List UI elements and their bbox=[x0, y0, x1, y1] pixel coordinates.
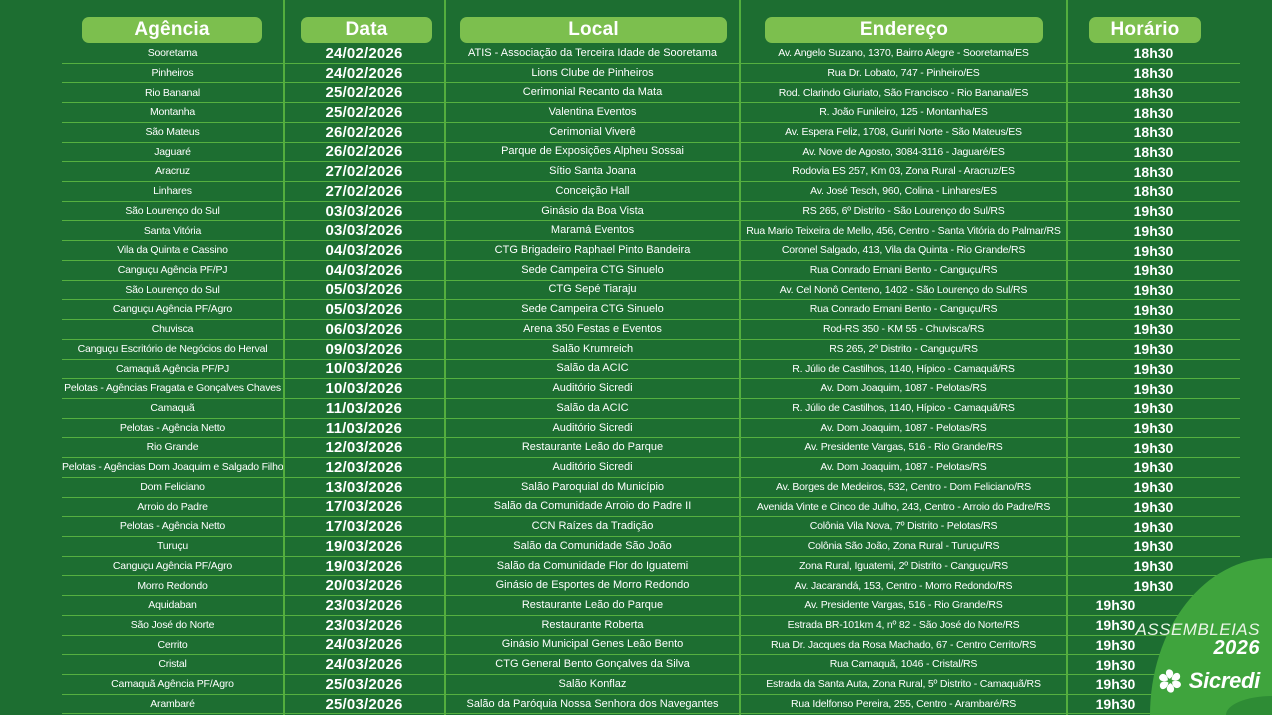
assembleias-year: 2026 bbox=[1213, 637, 1260, 659]
venue-cell: Sede Campeira CTG Sinuelo bbox=[521, 303, 664, 316]
address-cell: Av. Nove de Agosto, 3084-3116 - Jaguaré/ES bbox=[802, 145, 1005, 158]
agency-cell: Canguçu Agência PF/PJ bbox=[117, 264, 228, 277]
date-cell: 11/03/2026 bbox=[325, 399, 403, 417]
date-cell: 27/02/2026 bbox=[325, 163, 403, 181]
venue-cell: Lions Clube de Pinheiros bbox=[531, 66, 654, 79]
agency-cell: Camaquã Agência PF/PJ bbox=[115, 362, 230, 375]
table-row bbox=[62, 300, 1240, 320]
agency-cell: Camaquã Agência PF/Agro bbox=[111, 678, 234, 691]
agency-cell: Rio Grande bbox=[146, 441, 199, 454]
address-cell: Av. Cel Nonô Centeno, 1402 - São Lourenço do Sul/RS bbox=[779, 283, 1028, 296]
table-row bbox=[62, 438, 1240, 458]
venue-cell: Salão da Comunidade Flor do Iguatemi bbox=[496, 559, 689, 572]
time-cell: 18h30 bbox=[1133, 143, 1174, 160]
time-cell: 18h30 bbox=[1133, 65, 1174, 82]
table-row bbox=[62, 675, 1240, 695]
agency-cell: Canguçu Agência PF/Agro bbox=[112, 303, 233, 316]
date-cell: 12/03/2026 bbox=[325, 458, 403, 476]
table-row bbox=[62, 478, 1240, 498]
time-cell: 18h30 bbox=[1133, 183, 1174, 200]
time-cell: 18h30 bbox=[1133, 84, 1174, 101]
time-cell: 19h30 bbox=[1133, 380, 1174, 397]
date-cell: 03/03/2026 bbox=[325, 202, 403, 220]
agency-cell: Cristal bbox=[158, 658, 187, 671]
address-cell: Rua Dr. Lobato, 747 - Pinheiro/ES bbox=[827, 66, 980, 79]
address-cell: Rodovia ES 257, Km 03, Zona Rural - Aracruz/ES bbox=[792, 165, 1015, 178]
address-cell: Rua Conrado Ernani Bento - Canguçu/RS bbox=[809, 264, 998, 277]
agency-cell: Linhares bbox=[153, 185, 192, 198]
table-row bbox=[62, 458, 1240, 478]
table-row bbox=[62, 537, 1240, 557]
venue-cell: CCN Raízes da Tradição bbox=[531, 520, 654, 533]
table-row bbox=[62, 498, 1240, 518]
time-cell: 19h30 bbox=[1133, 222, 1174, 239]
time-cell: 19h30 bbox=[1133, 360, 1174, 377]
time-cell: 19h30 bbox=[1133, 400, 1174, 417]
column-header-agencia: Agência bbox=[82, 17, 262, 43]
venue-cell: Ginásio Municipal Genes Leão Bento bbox=[501, 638, 684, 651]
date-cell: 17/03/2026 bbox=[325, 518, 403, 536]
venue-cell: Sede Campeira CTG Sinuelo bbox=[521, 263, 664, 276]
date-cell: 26/02/2026 bbox=[325, 143, 403, 161]
table-row bbox=[62, 340, 1240, 360]
schedule-table bbox=[62, 44, 1240, 714]
venue-cell: Restaurante Leão do Parque bbox=[521, 598, 664, 611]
table-row bbox=[62, 281, 1240, 301]
venue-cell: Auditório Sicredi bbox=[552, 460, 633, 473]
date-cell: 26/02/2026 bbox=[325, 123, 403, 141]
time-cell: 18h30 bbox=[1133, 104, 1174, 121]
venue-cell: CTG Brigadeiro Raphael Pinto Bandeira bbox=[494, 244, 691, 257]
date-cell: 12/03/2026 bbox=[325, 439, 403, 457]
table-row bbox=[62, 695, 1240, 715]
time-cell: 19h30 bbox=[1095, 656, 1136, 673]
agency-cell: Dom Feliciano bbox=[140, 480, 205, 493]
agency-cell: Aracruz bbox=[155, 165, 190, 178]
venue-cell: Salão Krumreich bbox=[551, 342, 634, 355]
table-row bbox=[62, 320, 1240, 340]
agency-cell: Canguçu Escritório de Negócios do Herval bbox=[77, 342, 268, 355]
venue-cell: Arena 350 Festas e Eventos bbox=[523, 322, 662, 335]
address-cell: Av. Borges de Medeiros, 532, Centro - Dom Feliciano/RS bbox=[776, 480, 1031, 493]
agency-cell: Aquidaban bbox=[148, 599, 197, 612]
time-cell: 19h30 bbox=[1133, 459, 1174, 476]
address-cell: Coronel Salgado, 413, Vila da Quinta - Rio Grande/RS bbox=[781, 244, 1026, 257]
address-cell: Av. Espera Feliz, 1708, Guriri Norte - São Mateus/ES bbox=[785, 125, 1022, 138]
agency-cell: Pelotas - Agência Netto bbox=[119, 421, 226, 434]
table-row bbox=[62, 83, 1240, 103]
time-cell: 19h30 bbox=[1133, 301, 1174, 318]
address-cell: R. Júlio de Castilhos, 1140, Hípico - Camaquã/RS bbox=[792, 362, 1015, 375]
venue-cell: Salão da Comunidade Arroio do Padre II bbox=[493, 500, 692, 513]
table-row bbox=[62, 379, 1240, 399]
date-cell: 24/02/2026 bbox=[325, 64, 403, 82]
venue-cell: Salão da ACIC bbox=[556, 401, 629, 414]
agency-cell: Vila da Quinta e Cassino bbox=[117, 244, 228, 257]
column-header-data: Data bbox=[301, 17, 432, 43]
date-cell: 25/03/2026 bbox=[325, 695, 403, 713]
table-row bbox=[62, 44, 1240, 64]
address-cell: Av. Presidente Vargas, 516 - Rio Grande/RS bbox=[804, 599, 1003, 612]
address-cell: Av. Dom Joaquim, 1087 - Pelotas/RS bbox=[820, 421, 987, 434]
column-header-endereco: Endereço bbox=[765, 17, 1043, 43]
date-cell: 19/03/2026 bbox=[325, 557, 403, 575]
venue-cell: Restaurante Roberta bbox=[541, 618, 644, 631]
time-cell: 19h30 bbox=[1095, 636, 1136, 653]
table-row bbox=[62, 123, 1240, 143]
address-cell: Av. Jacarandá, 153, Centro - Morro Redondo/RS bbox=[794, 579, 1013, 592]
time-cell: 19h30 bbox=[1133, 518, 1174, 535]
agency-cell: Pinheiros bbox=[151, 66, 194, 79]
time-cell: 19h30 bbox=[1095, 617, 1136, 634]
venue-cell: Auditório Sicredi bbox=[552, 421, 633, 434]
date-cell: 09/03/2026 bbox=[325, 340, 403, 358]
address-cell: Av. Angelo Suzano, 1370, Bairro Alegre - Sooretama/ES bbox=[778, 47, 1029, 60]
column-divider bbox=[444, 0, 446, 715]
table-row bbox=[62, 202, 1240, 222]
time-cell: 19h30 bbox=[1133, 281, 1174, 298]
agency-cell: Chuvisca bbox=[151, 323, 194, 336]
time-cell: 19h30 bbox=[1133, 242, 1174, 259]
address-cell: Colônia São João, Zona Rural - Turuçu/RS bbox=[807, 540, 1000, 553]
address-cell: RS 265, 2º Distrito - Canguçu/RS bbox=[829, 342, 978, 355]
agency-cell: Pelotas - Agências Dom Joaquim e Salgado Filho bbox=[62, 461, 284, 474]
assembleias-label: ASSEMBLEIAS bbox=[1135, 620, 1260, 639]
table-row bbox=[62, 517, 1240, 537]
table-row bbox=[62, 616, 1240, 636]
table-row bbox=[62, 64, 1240, 84]
address-cell: Av. Dom Joaquim, 1087 - Pelotas/RS bbox=[820, 461, 987, 474]
column-divider bbox=[1066, 0, 1068, 715]
venue-cell: CTG General Bento Gonçalves da Silva bbox=[495, 658, 690, 671]
table-row bbox=[62, 596, 1240, 616]
table-row bbox=[62, 636, 1240, 656]
agency-cell: São Mateus bbox=[145, 125, 200, 138]
address-cell: Rua Idelfonso Pereira, 255, Centro - Arambaré/RS bbox=[790, 697, 1017, 710]
venue-cell: Cerimonial Viverê bbox=[549, 125, 636, 138]
agency-cell: São Lourenço do Sul bbox=[125, 283, 220, 296]
address-cell: Rod. Clarindo Giuriato, São Francisco - Rio Bananal/ES bbox=[778, 86, 1029, 99]
date-cell: 24/03/2026 bbox=[325, 656, 403, 674]
venue-cell: ATIS - Associação da Terceira Idade de Sooretama bbox=[467, 46, 718, 59]
date-cell: 11/03/2026 bbox=[325, 419, 403, 437]
time-cell: 19h30 bbox=[1133, 479, 1174, 496]
venue-cell: Ginásio da Boa Vista bbox=[541, 204, 644, 217]
venue-cell: Conceição Hall bbox=[555, 184, 630, 197]
agency-cell: Turuçu bbox=[156, 540, 189, 553]
time-cell: 19h30 bbox=[1133, 321, 1174, 338]
time-cell: 19h30 bbox=[1133, 420, 1174, 437]
time-cell: 19h30 bbox=[1133, 577, 1174, 594]
agency-cell: Morro Redondo bbox=[137, 579, 208, 592]
date-cell: 06/03/2026 bbox=[325, 320, 403, 338]
time-cell: 19h30 bbox=[1133, 262, 1174, 279]
venue-cell: Cerimonial Recanto da Mata bbox=[522, 86, 663, 99]
table-row bbox=[62, 261, 1240, 281]
table-row bbox=[62, 182, 1240, 202]
address-cell: Rua Camaquã, 1046 - Cristal/RS bbox=[829, 658, 978, 671]
table-row bbox=[62, 399, 1240, 419]
address-cell: Rua Conrado Ernani Bento - Canguçu/RS bbox=[809, 303, 998, 316]
address-cell: Rod-RS 350 - KM 55 - Chuvisca/RS bbox=[822, 323, 985, 336]
column-header-local: Local bbox=[460, 17, 727, 43]
agency-cell: Sooretama bbox=[147, 47, 198, 60]
date-cell: 03/03/2026 bbox=[325, 222, 403, 240]
address-cell: R. Júlio de Castilhos, 1140, Hípico - Camaquã/RS bbox=[792, 402, 1015, 415]
date-cell: 20/03/2026 bbox=[325, 577, 403, 595]
date-cell: 17/03/2026 bbox=[325, 498, 403, 516]
venue-cell: Salão da Paróquia Nossa Senhora dos Navegantes bbox=[466, 697, 719, 710]
sicredi-brand bbox=[1157, 668, 1260, 694]
address-cell: Zona Rural, Iguatemi, 2º Distrito - Canguçu/RS bbox=[799, 559, 1008, 572]
agency-cell: Montanha bbox=[149, 106, 196, 119]
date-cell: 24/02/2026 bbox=[325, 44, 403, 62]
sicredi-wordmark: Sicredi bbox=[1188, 668, 1260, 693]
time-cell: 18h30 bbox=[1133, 124, 1174, 141]
address-cell: Av. Presidente Vargas, 516 - Rio Grande/RS bbox=[804, 441, 1003, 454]
date-cell: 25/03/2026 bbox=[325, 675, 403, 693]
agency-cell: São Lourenço do Sul bbox=[125, 204, 220, 217]
venue-cell: Parque de Exposições Alpheu Sossai bbox=[501, 145, 684, 158]
address-cell: RS 265, 6º Distrito - São Lourenço do Sul/RS bbox=[802, 204, 1005, 217]
address-cell: Colônia Vila Nova, 7º Distrito - Pelotas/RS bbox=[809, 520, 998, 533]
agency-cell: Cerrito bbox=[157, 638, 188, 651]
table-row bbox=[62, 241, 1240, 261]
agency-cell: Arroio do Padre bbox=[137, 500, 208, 513]
time-cell: 19h30 bbox=[1095, 696, 1136, 713]
venue-cell: Salão da Comunidade São João bbox=[513, 539, 672, 552]
venue-cell: Salão da ACIC bbox=[556, 362, 629, 375]
time-cell: 19h30 bbox=[1133, 203, 1174, 220]
address-cell: Avenida Vinte e Cinco de Julho, 243, Centro - Arroio do Padre/RS bbox=[756, 500, 1051, 513]
venue-cell: Ginásio de Esportes de Morro Redondo bbox=[495, 579, 690, 592]
venue-cell: CTG Sepé Tiaraju bbox=[548, 283, 637, 296]
date-cell: 10/03/2026 bbox=[325, 380, 403, 398]
address-cell: R. João Funileiro, 125 - Montanha/ES bbox=[819, 106, 988, 119]
time-cell: 18h30 bbox=[1133, 163, 1174, 180]
table-row bbox=[62, 221, 1240, 241]
time-cell: 19h30 bbox=[1133, 558, 1174, 575]
agency-cell: Jaguaré bbox=[154, 145, 191, 158]
agency-cell: Pelotas - Agências Fragata e Gonçalves Chaves bbox=[64, 382, 281, 395]
venue-cell: Restaurante Leão do Parque bbox=[521, 441, 664, 454]
agency-cell: Santa Vitória bbox=[143, 224, 202, 237]
address-cell: Estrada da Santa Auta, Zona Rural, 5º Distrito - Camaquã/RS bbox=[766, 678, 1041, 691]
date-cell: 05/03/2026 bbox=[325, 301, 403, 319]
table-row bbox=[62, 360, 1240, 380]
agency-cell: Rio Bananal bbox=[144, 86, 200, 99]
sicredi-pinwheel-icon bbox=[1157, 668, 1183, 694]
address-cell: Estrada BR-101km 4, nº 82 - São José do Norte/RS bbox=[787, 618, 1020, 631]
address-cell: Rua Mario Teixeira de Mello, 456, Centro - Santa Vitória do Palmar/RS bbox=[746, 224, 1061, 237]
column-divider bbox=[283, 0, 285, 715]
time-cell: 19h30 bbox=[1133, 439, 1174, 456]
venue-cell: Sítio Santa Joana bbox=[549, 165, 636, 178]
column-header-horario: Horário bbox=[1089, 17, 1201, 43]
time-cell: 19h30 bbox=[1133, 341, 1174, 358]
time-cell: 19h30 bbox=[1095, 676, 1136, 693]
date-cell: 05/03/2026 bbox=[325, 281, 403, 299]
address-cell: Rua Dr. Jacques da Rosa Machado, 67 - Centro Cerrito/RS bbox=[770, 638, 1037, 651]
date-cell: 10/03/2026 bbox=[325, 360, 403, 378]
address-cell: Av. José Tesch, 960, Colina - Linhares/ES bbox=[810, 185, 997, 198]
address-cell: Av. Dom Joaquim, 1087 - Pelotas/RS bbox=[820, 382, 987, 395]
date-cell: 23/03/2026 bbox=[325, 616, 403, 634]
column-divider bbox=[739, 0, 741, 715]
agency-cell: Camaquã bbox=[150, 402, 195, 415]
time-cell: 19h30 bbox=[1133, 498, 1174, 515]
agency-cell: Canguçu Agência PF/Agro bbox=[112, 559, 233, 572]
table-row bbox=[62, 143, 1240, 163]
time-cell: 19h30 bbox=[1133, 538, 1174, 555]
date-cell: 23/03/2026 bbox=[325, 596, 403, 614]
table-row bbox=[62, 576, 1240, 596]
venue-cell: Auditório Sicredi bbox=[552, 382, 633, 395]
date-cell: 13/03/2026 bbox=[325, 478, 403, 496]
table-row bbox=[62, 162, 1240, 182]
table-row bbox=[62, 103, 1240, 123]
venue-cell: Valentina Eventos bbox=[548, 106, 637, 119]
venue-cell: Salão Konflaz bbox=[558, 677, 627, 690]
time-cell: 19h30 bbox=[1095, 597, 1136, 614]
venue-cell: Maramá Eventos bbox=[550, 224, 635, 237]
agency-cell: São José do Norte bbox=[130, 618, 215, 631]
table-row bbox=[62, 655, 1240, 675]
date-cell: 04/03/2026 bbox=[325, 261, 403, 279]
date-cell: 04/03/2026 bbox=[325, 242, 403, 260]
date-cell: 27/02/2026 bbox=[325, 182, 403, 200]
table-row bbox=[62, 419, 1240, 439]
agency-cell: Pelotas - Agência Netto bbox=[119, 520, 226, 533]
date-cell: 25/02/2026 bbox=[325, 84, 403, 102]
agency-cell: Arambaré bbox=[150, 697, 195, 710]
time-cell: 18h30 bbox=[1133, 45, 1174, 62]
table-row bbox=[62, 557, 1240, 577]
date-cell: 19/03/2026 bbox=[325, 537, 403, 555]
venue-cell: Salão Paroquial do Município bbox=[520, 480, 665, 493]
date-cell: 25/02/2026 bbox=[325, 104, 403, 122]
date-cell: 24/03/2026 bbox=[325, 636, 403, 654]
